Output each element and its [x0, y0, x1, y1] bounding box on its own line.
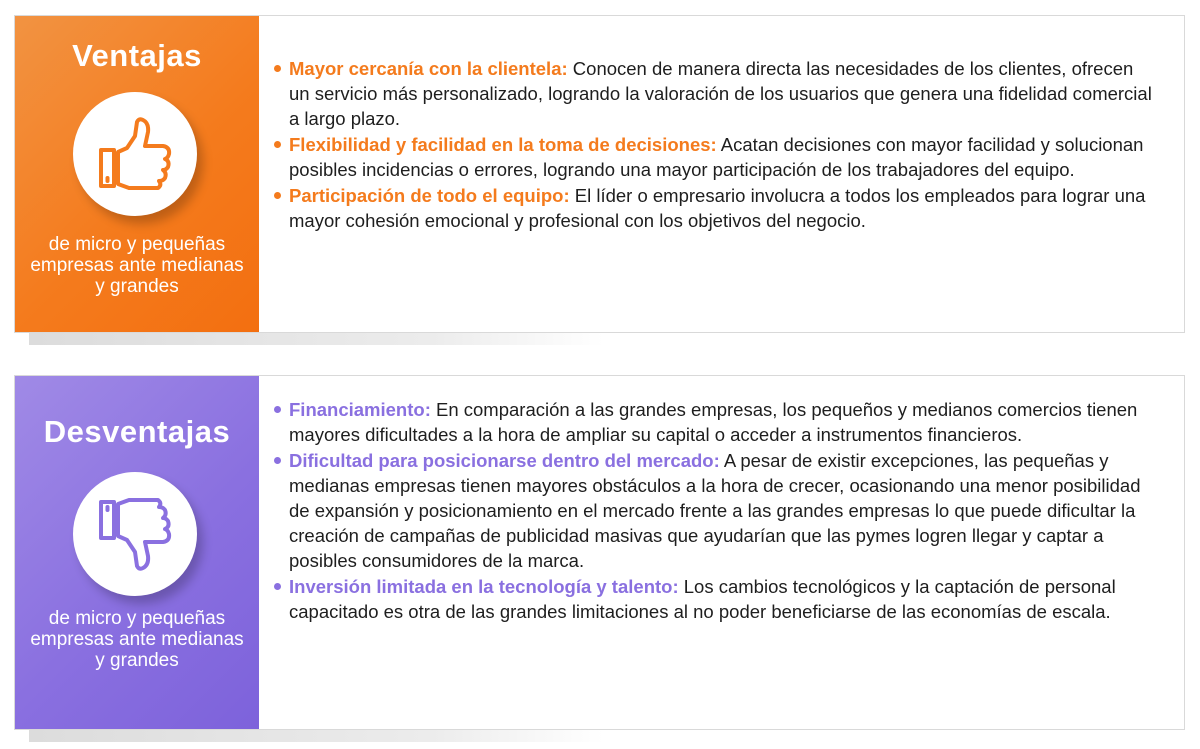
- item-term: Participación de todo el equipo:: [289, 185, 570, 206]
- bullet-dot: [274, 65, 281, 72]
- item-text: Conocen de manera directa las necesidades de los clientes, ofrecen un servicio más personalizado, logrando la valoración de los usuarios que genera una fidelidad comercial a largo plazo.: [289, 58, 1152, 129]
- item-term: Inversión limitada en la tecnología y talento:: [289, 576, 679, 597]
- ventajas-icon-circle: [73, 92, 197, 216]
- item-text: En comparación a las grandes empresas, los pequeños y medianos comercios tienen mayores dificultades a la hora de ampliar su capital o acceder a instrumentos financieros.: [289, 399, 1138, 445]
- item-term: Flexibilidad y facilidad en la toma de decisiones:: [289, 134, 717, 155]
- ventajas-list: [274, 56, 1154, 234]
- list-item: [274, 132, 1154, 182]
- bullet-dot: [274, 192, 281, 199]
- item-text: Acatan decisiones con mayor facilidad y solucionan posibles incidencias o errores, logrando una mayor participación de los trabajadores del equipo.: [289, 134, 1144, 180]
- desventajas-subtitle: de micro y pequeñas empresas ante medianas y grandes: [30, 608, 244, 671]
- list-item: [274, 574, 1154, 624]
- desventajas-icon-circle: [73, 472, 197, 596]
- desventajas-title: Desventajas: [43, 414, 231, 449]
- card-shadow: [29, 730, 604, 742]
- ventajas-side-panel: [15, 16, 259, 332]
- bullet-dot: [274, 457, 281, 464]
- desventajas-card: [14, 375, 1185, 730]
- item-term: Dificultad para posicionarse dentro del mercado:: [289, 450, 720, 471]
- ventajas-title: Ventajas: [72, 38, 202, 73]
- list-item: [274, 448, 1154, 573]
- item-term: Financiamiento:: [289, 399, 431, 420]
- list-item: [274, 397, 1154, 447]
- thumbs-down-icon: [93, 492, 177, 576]
- item-text: El líder o empresario involucra a todos los empleados para lograr una mayor cohesión emocional y profesional con los objetivos del negocio.: [289, 185, 1146, 231]
- bullet-dot: [274, 406, 281, 413]
- item-text: A pesar de existir excepciones, las pequeñas y medianas empresas tienen mayores obstáculos a la hora de crecer, ocasionando una menor posibilidad de expansión y posicionamiento en el mercado frente a las grandes empresas lo que puede dificultar la creación de campañas de publicidad masivas que ayudarían que las pymes logren llegar y captar a posibles consumidores de la marca.: [289, 450, 1141, 571]
- card-shadow: [29, 333, 604, 345]
- ventajas-subtitle: de micro y pequeñas empresas ante medianas y grandes: [30, 234, 244, 297]
- desventajas-side-panel: [15, 376, 259, 729]
- thumbs-up-icon: [93, 112, 177, 196]
- bullet-dot: [274, 141, 281, 148]
- list-item: [274, 56, 1154, 131]
- item-text: Los cambios tecnológicos y la captación de personal capacitado es otra de las grandes limitaciones al no poder beneficiarse de las economías de escala.: [289, 576, 1116, 622]
- item-term: Mayor cercanía con la clientela:: [289, 58, 568, 79]
- list-item: [274, 183, 1154, 233]
- ventajas-card: [14, 15, 1185, 333]
- bullet-dot: [274, 583, 281, 590]
- desventajas-list: [274, 397, 1154, 625]
